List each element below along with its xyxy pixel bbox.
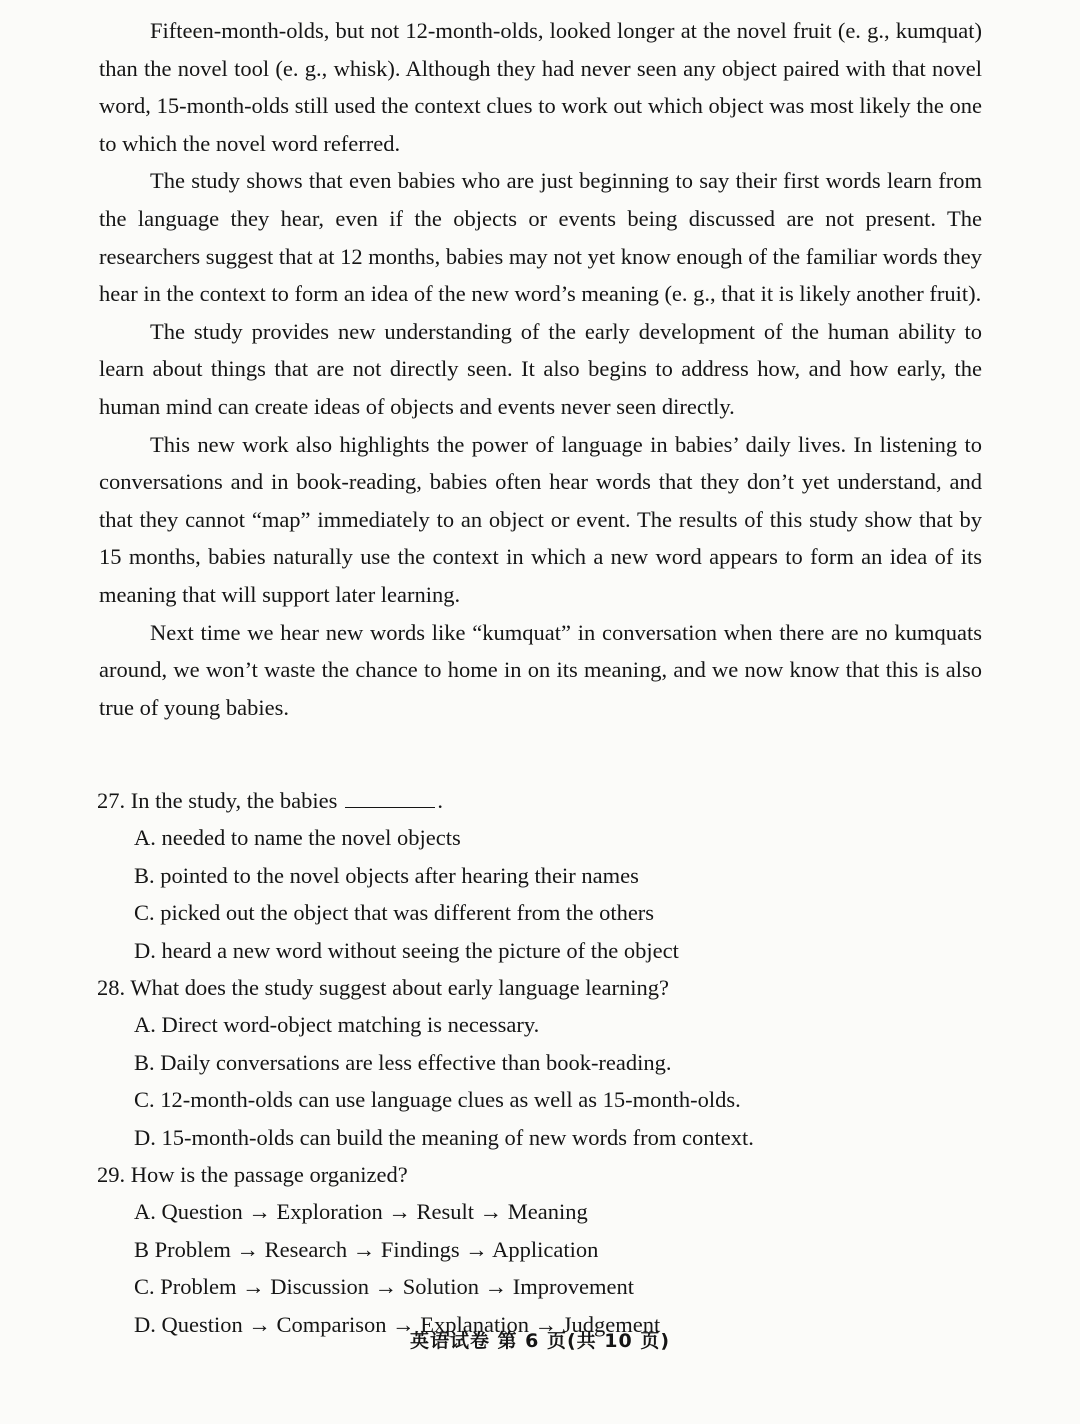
question-list xyxy=(97,782,982,1343)
reading-passage xyxy=(99,12,982,726)
option-c: C. picked out the object that was different from the others xyxy=(134,900,655,926)
passage-paragraph: Next time we hear new words like “kumquat” in conversation when there are no kumquats around, we won’t waste the chance to home in on its meaning, and we now know that this is also true of young babies. xyxy=(99,619,982,720)
option-c: C. 12-month-olds can use language clues as well as 15-month-olds. xyxy=(134,1087,741,1113)
option-a: A. needed to name the novel objects xyxy=(134,825,461,851)
option-b: B. pointed to the novel objects after hearing their names xyxy=(134,862,639,888)
question-stem-end: . xyxy=(437,788,443,813)
question-stem: 29. How is the passage organized? xyxy=(97,1162,408,1188)
passage-paragraph: The study provides new understanding of the early development of the human ability to learn about things that are not directly seen. It also begins to address how, and how early, the human mind can create ideas of objects and events never seen directly. xyxy=(99,318,982,419)
passage-paragraph: Fifteen-month-olds, but not 12-month-olds, looked longer at the novel fruit (e. g., kumquat) than the novel tool (e. g., whisk). Although they had never seen any object paired with that novel word, 15-month-olds still used the context clues to work out which object was most likely the one to which the novel word referred. xyxy=(99,18,982,156)
question-28 xyxy=(97,969,982,1156)
option-d: D. Question → Comparison → Explanation → Judgement xyxy=(134,1311,661,1337)
option-a: A. Question → Exploration → Result → Meaning xyxy=(134,1199,588,1225)
question-stem-text: 27. In the study, the babies xyxy=(97,788,338,813)
passage-paragraph: This new work also highlights the power of language in babies’ daily lives. In listening to conversations and in book-reading, babies often hear words that they don’t yet understand, and that they cannot “map” immediately to an object or event. The results of this study show that by 15 months, babies naturally use the context in which a new word appears to form an idea of its meaning that will support later learning. xyxy=(99,431,982,607)
option-b: B Problem → Research → Findings → Application xyxy=(134,1236,599,1262)
option-b: B. Daily conversations are less effective than book-reading. xyxy=(134,1049,672,1075)
question-27 xyxy=(97,782,982,969)
option-c: C. Problem → Discussion → Solution → Improvement xyxy=(134,1274,634,1300)
option-d: D. 15-month-olds can build the meaning of new words from context. xyxy=(134,1124,754,1150)
answer-blank xyxy=(345,806,435,808)
option-d: D. heard a new word without seeing the picture of the object xyxy=(134,937,679,963)
question-stem: 28. What does the study suggest about early language learning? xyxy=(97,975,669,1001)
question-stem xyxy=(97,782,982,819)
passage-paragraph: The study shows that even babies who are just beginning to say their first words learn from the language they hear, even if the objects or events being discussed are not present. The researchers suggest that at 12 months, babies may not yet know enough of the familiar words they hear in the context to form an idea of the new word’s meaning (e. g., that it is likely another fruit). xyxy=(99,168,982,307)
page-footer: 英语试卷 第 6 页(共 10 页) xyxy=(409,1330,671,1352)
question-29 xyxy=(97,1156,982,1343)
option-a: A. Direct word-object matching is necessary. xyxy=(134,1012,540,1038)
